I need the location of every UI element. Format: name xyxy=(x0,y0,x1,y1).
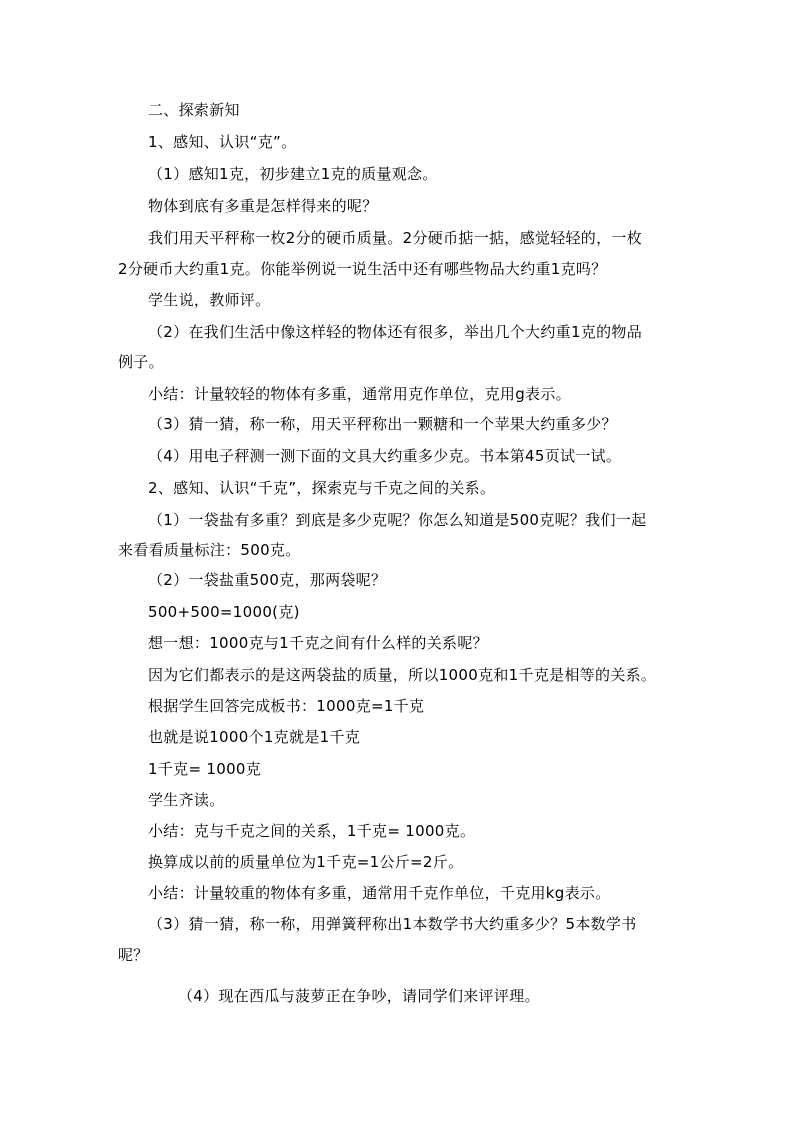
paragraph-line: 物体到底有多重是怎样得来的呢？ xyxy=(148,197,378,215)
paragraph-line: （2）在我们生活中像这样轻的物体还有很多，举出几个大约重1克的物品 xyxy=(148,323,642,341)
paragraph-line: 根据学生回答完成板书：1000克=1千克 xyxy=(148,697,425,715)
paragraph-line: （1）一袋盐有多重？到底是多少克呢？你怎么知道是500克呢？我们一起 xyxy=(148,511,647,529)
paragraph-line: 来看看质量标注：500克。 xyxy=(118,541,301,559)
paragraph-line: （1）感知1克，初步建立1克的质量观念。 xyxy=(148,165,438,183)
paragraph-line: 呢？ xyxy=(118,946,149,964)
summary-line: 小结：计量较轻的物体有多重，通常用克作单位，克用g表示。 xyxy=(148,385,571,403)
paragraph-line: 学生齐读。 xyxy=(148,791,225,809)
paragraph-line: （2）一袋盐重500克，那两袋呢？ xyxy=(148,571,387,589)
summary-line: 小结：计量较重的物体有多重，通常用千克作单位，千克用kg表示。 xyxy=(148,884,611,902)
paragraph-line: 因为它们都表示的是这两袋盐的质量，所以1000克和1千克是相等的关系。 xyxy=(148,666,657,684)
paragraph-line: （3）猜一猜，称一称，用天平秤称出一颗糖和一个苹果大约重多少？ xyxy=(148,415,617,433)
subsection-heading-gram: 1、感知、认识“克”。 xyxy=(148,133,297,151)
paragraph-line: 例子。 xyxy=(118,353,164,371)
equation-line: 1千克= 1000克 xyxy=(148,760,262,778)
summary-line: 小结：克与千克之间的关系，1千克= 1000克。 xyxy=(148,822,476,840)
paragraph-line: 我们用天平秤称一枚2分的硬币质量。2分硬币掂一掂，感觉轻轻的，一枚 xyxy=(148,229,642,247)
paragraph-line: （4）用电子秤测一测下面的文具大约重多少克。书本第45页试一试。 xyxy=(148,447,622,465)
paragraph-line: （4）现在西瓜与菠萝正在争吵，请同学们来评评理。 xyxy=(178,987,540,1005)
equation-line: 500+500=1000(克) xyxy=(148,603,300,621)
paragraph-line: 2分硬币大约重1克。你能举例说一说生活中还有哪些物品大约重1克吗？ xyxy=(118,260,607,278)
subsection-heading-kilogram: 2、感知、认识“千克”，探索克与千克之间的关系。 xyxy=(148,479,496,497)
section-heading: 二、探索新知 xyxy=(148,101,240,119)
paragraph-line: 也就是说1000个1克就是1千克 xyxy=(148,728,361,746)
paragraph-line: （3）猜一猜，称一称，用弹簧秤称出1本数学书大约重多少？5本数学书 xyxy=(148,915,637,933)
paragraph-line: 想一想：1000克与1千克之间有什么样的关系呢？ xyxy=(148,634,488,652)
paragraph-line: 换算成以前的质量单位为1千克=1公斤=2斤。 xyxy=(148,853,464,871)
paragraph-line: 学生说，教师评。 xyxy=(148,291,271,309)
